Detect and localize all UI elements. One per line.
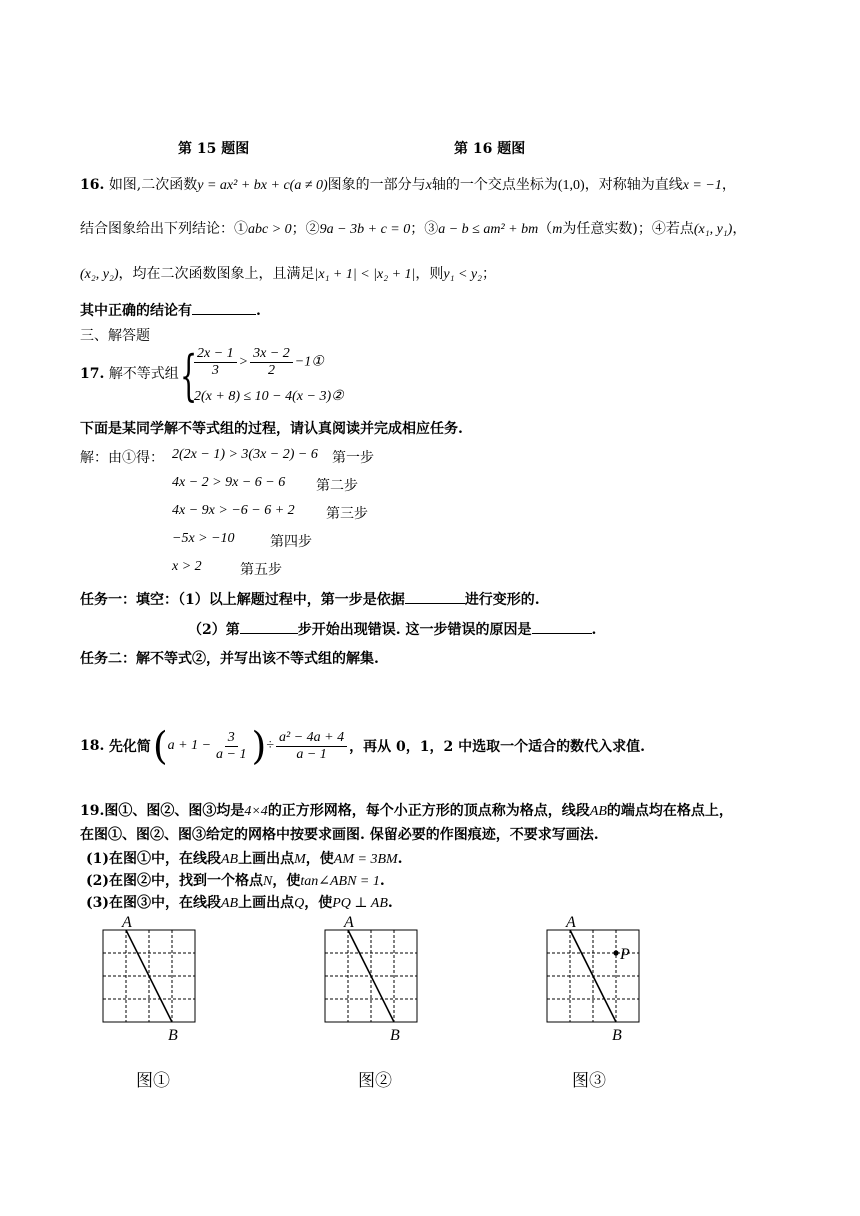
q17-step-label: 第四步 (270, 534, 312, 550)
q16-text: . (256, 303, 261, 319)
q16-xvar: x (425, 178, 432, 193)
q16-text: ，则 (415, 266, 444, 282)
q17-task1: 任务一：填空：（1）以上解题过程中，第一步是依据 进行变形的. (80, 589, 540, 609)
q16-text: 为任意实数)；④若点 (562, 221, 694, 237)
brace-icon: { (180, 344, 198, 407)
q17-text: 解不等式组 (108, 366, 179, 382)
q18-line (80, 724, 645, 768)
q17-intro (80, 363, 179, 383)
figure-caption-2: 图② (358, 1071, 392, 1091)
q16-text: ， (732, 221, 747, 237)
q16-line2 (80, 218, 746, 238)
q17-step-label: 第二步 (316, 478, 358, 494)
q16-text: ；② (291, 221, 320, 237)
q16-mvar: m (552, 222, 563, 237)
q17-task1-part2: （2）第 步开始出现错误. 这一步错误的原因是 . (188, 619, 596, 639)
q17-step-label: 第五步 (240, 562, 282, 578)
q16-text: ； (482, 266, 497, 282)
section-heading: 三、解答题 (80, 328, 150, 344)
paren-open-icon: ( (152, 724, 168, 768)
q16-text: 其中正确的结论有 (80, 303, 192, 319)
q16-result: y₁ < y₂ (443, 267, 483, 282)
q19-line2: 在图①、图②、图③给定的网格中按要求画图. 保留必要的作图痕迹，不要求写画法. (80, 827, 599, 843)
q17-step-expr: 2(2x − 1) > 3(3x − 2) − 6 (172, 447, 318, 462)
figure-caption-1: 图① (136, 1071, 170, 1091)
q18-text: 先化简 (108, 739, 151, 755)
grid-figure-1 (96, 912, 206, 1052)
q17-system (180, 344, 344, 410)
answer-blank[interactable] (240, 619, 298, 634)
q16-text: 结合图象给出下列结论：① (80, 221, 248, 237)
grid-figure-2 (318, 912, 428, 1052)
point-p (613, 950, 618, 955)
q16-function: y = ax² + bx + c(a ≠ 0) (197, 178, 328, 193)
answer-blank[interactable] (405, 589, 465, 604)
q17-inequality2: 2(x + 8) ≤ 10 − 4(x − 3)② (194, 389, 344, 404)
q17-inequality1: $\frac{2x - 1}{3}$ > $\frac{3x - 2}{2}$ −1① (192, 346, 324, 379)
q16-number: 16. (80, 177, 105, 193)
q16-line1 (80, 174, 736, 194)
answer-blank[interactable] (532, 619, 592, 634)
q17-step-expr: 4x − 9x > −6 − 6 + 2 (172, 503, 295, 518)
q18-text: ，再从 0，1，2 中选取一个适合的数代入求值. (349, 739, 645, 755)
q17-description: 下面是某同学解不等式组的过程，请认真阅读并完成相应任务. (80, 421, 463, 437)
label-a: A (122, 914, 132, 931)
q18-fraction1: $\frac{3}{a - 1}$ (216, 729, 247, 762)
q16-text: ；③ (410, 221, 439, 237)
label-b: B (390, 1027, 400, 1044)
q16-point: (1,0) (557, 178, 585, 193)
label-b: B (612, 1027, 622, 1044)
q16-text: 图象的一部分与 (327, 177, 426, 193)
label-a: A (566, 914, 576, 931)
q16-condition: |x₁ + 1| < |x₂ + 1| (314, 267, 416, 282)
q16-conclusion1: abc > 0 (248, 222, 292, 237)
caption-fig15: 第 15 题图 (178, 141, 250, 157)
q18-number: 18. (80, 738, 105, 754)
q17-step-expr: x > 2 (172, 559, 202, 574)
q16-conclusion2: 9a − 3b + c = 0 (319, 222, 411, 237)
q17-task2: 任务二：解不等式②，并写出该不等式组的解集. (80, 651, 379, 667)
q19-task1: (1)在图①中，在线段AB上画出点M，使AM = 3BM. (86, 851, 403, 867)
q17-step-expr: 4x − 2 > 9x − 6 − 6 (172, 475, 286, 490)
q17-solution-label: 解：由①得： (80, 450, 164, 466)
q18-expr: a + 1 − (167, 738, 212, 753)
figure-caption-3: 图③ (572, 1071, 606, 1091)
label-p: P (620, 946, 630, 963)
q16-point2: (x₂, y₂) (80, 267, 119, 282)
caption-fig16: 第 16 题图 (454, 141, 526, 157)
paren-close-icon: ) (251, 724, 267, 768)
q16-text: ，均在二次函数图象上，且满足 (118, 266, 315, 282)
label-a: A (344, 914, 354, 931)
q16-text: ，对称轴为直线 (584, 177, 683, 193)
q16-point1: (x₁, y₁) (693, 222, 733, 237)
q18-div: ÷ (266, 738, 275, 753)
grid-figure-3 (540, 912, 650, 1052)
label-b: B (168, 1027, 178, 1044)
q16-axis: x = −1 (682, 178, 722, 193)
q16-conclusion3: a − b ≤ am² + bm (438, 222, 539, 237)
q16-line4 (80, 300, 261, 320)
q16-text: 如图,二次函数 (108, 177, 198, 193)
q16-text: （ (538, 221, 553, 237)
q17-number: 17. (80, 366, 105, 382)
q19-task3: (3)在图③中，在线段AB上画出点Q，使PQ ⊥ AB. (86, 895, 393, 911)
q19-task2: (2)在图②中，找到一个格点N，使tan∠ABN = 1. (86, 873, 385, 889)
q17-step-label: 第一步 (332, 450, 374, 466)
q17-step-expr: −5x > −10 (172, 531, 235, 546)
q16-text: ， (721, 177, 736, 193)
q16-line3 (80, 263, 496, 283)
q18-fraction2: $\frac{\text{a² − 4a + 4}}{a - 1}$ (276, 730, 347, 763)
q16-text: 轴的一个交点坐标为 (431, 177, 558, 193)
answer-blank[interactable] (192, 300, 256, 315)
q17-step-label: 第三步 (326, 506, 368, 522)
q19-line1: 19.图①、图②、图③均是4×4的正方形网格，每个小正方形的顶点称为格点，线段AB的端点均在格点上， (80, 803, 733, 819)
